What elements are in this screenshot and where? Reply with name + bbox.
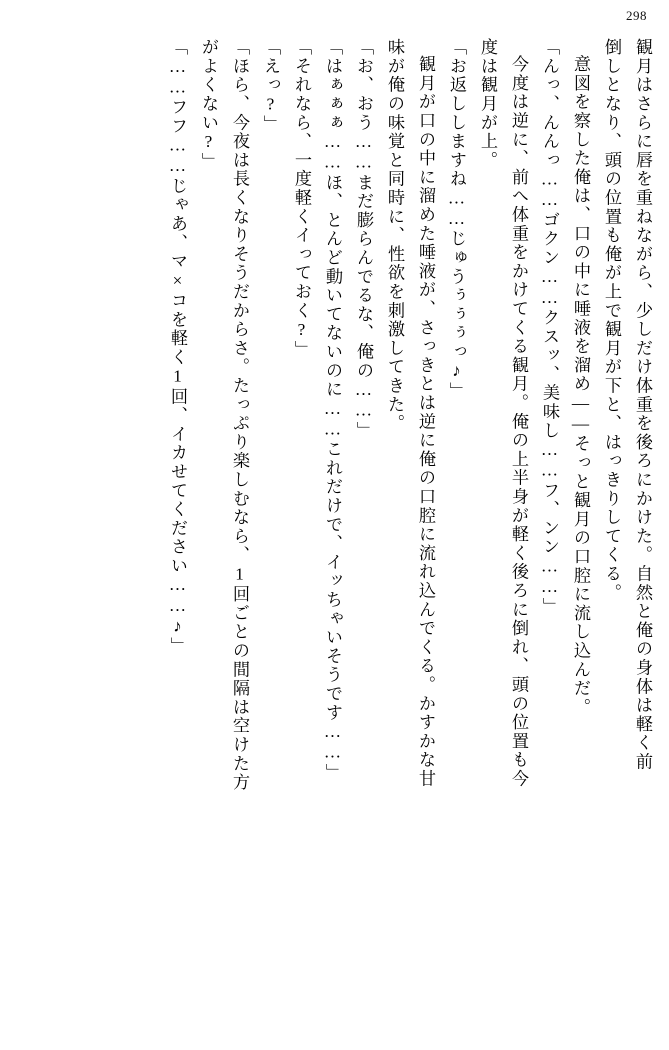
vertical-text-body	[18, 38, 651, 1024]
text-line: がよくない?」	[199, 38, 218, 172]
text-line: 味が俺の味覚と同時に、性欲を刺激してきた。	[385, 38, 404, 433]
text-line: 「えっ?」	[261, 38, 280, 134]
text-line: 「……フフ……じゃあ、マ×コを軽く1回、イカせてください……♪」	[168, 38, 187, 656]
text-line: 意図を察した俺は、口の中に唾液を溜め——そっと観月の口腔に流し込んだ。	[571, 55, 590, 717]
text-line: 観月が口の中に溜めた唾液が、さっきとは逆に俺の口腔に流れ込んでくる。かすかな甘	[416, 55, 435, 789]
text-line: 今度は逆に、前へ体重をかけてくる観月。俺の上半身が軽く後ろに倒れ、頭の位置も今	[509, 55, 528, 789]
text-line: 「お返ししますね……じゅうぅぅぅっ♪」	[447, 38, 466, 401]
text-line: 「それなら、一度軽くイっておく?」	[292, 38, 311, 360]
text-line: 「ほら、今夜は長くなりそうだからさ。たっぷり楽しむなら、1回ごとの間隔は空けた方	[230, 38, 249, 792]
text-line: 倒しとなり、頭の位置も俺が上で観月が下と、はっきりしてくる。	[602, 38, 621, 602]
text-line: 「お、おう……まだ膨らんでるな、俺の……」	[354, 38, 373, 440]
text-line: 「はぁぁぁ……ほ、とんど動いてないのに……これだけで、イッちゃいそうです……」	[323, 38, 342, 782]
text-line: 「んっ、んんっ……ゴクン……クスッ、美味し……フ、ンン……」	[540, 38, 559, 617]
text-line: 観月はさらに唇を重ねながら、少しだけ体重を後ろにかけた。自然と俺の身体は軽く前	[633, 38, 652, 772]
text-line: 度は観月が上。	[478, 38, 497, 170]
page-number: 298	[626, 8, 647, 23]
